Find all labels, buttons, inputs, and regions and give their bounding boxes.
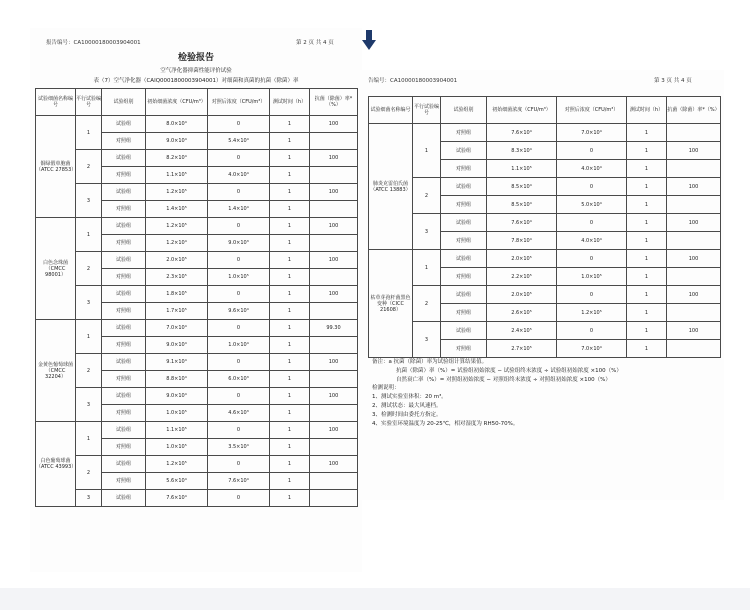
test-time-cell: 1	[270, 473, 310, 490]
after-concentration-cell: 0	[208, 456, 270, 473]
rate-cell	[310, 133, 358, 150]
rate-cell	[667, 196, 721, 214]
trial-cell: 2	[76, 354, 102, 388]
trial-cell: 3	[413, 322, 441, 358]
table-row	[36, 116, 358, 133]
test-time-cell: 1	[627, 160, 667, 178]
test-time-cell: 1	[270, 320, 310, 337]
rate-cell	[310, 490, 358, 507]
after-concentration-cell: 9.6×10⁴	[208, 303, 270, 320]
group-cell: 对照组	[102, 133, 146, 150]
group-cell: 对照组	[441, 268, 487, 286]
organism-cell: 肺炎克雷伯氏菌（ATCC 13883）	[369, 124, 413, 250]
table-header-row	[36, 89, 358, 116]
table-caption: 表（7）空气净化器（CAIQ0001800003904001）对细菌和真菌的抗菌（除菌）率	[93, 78, 299, 84]
test-time-cell: 1	[270, 167, 310, 184]
rate-cell: 100	[310, 388, 358, 405]
after-concentration-cell: 7.0×10⁴	[557, 340, 627, 358]
group-cell: 试验组	[102, 184, 146, 201]
test-time-cell: 1	[627, 232, 667, 250]
column-header: 测试时间（h）	[270, 89, 310, 116]
organism-cell: 枯草芽孢杆菌黑色变种（CICC 21608）	[369, 250, 413, 358]
organism-cell: 金黄色葡萄球菌（CMCC 32204）	[36, 320, 76, 422]
rate-cell: 100	[310, 286, 358, 303]
column-header: 试验组别	[102, 89, 146, 116]
test-time-cell: 1	[627, 196, 667, 214]
after-concentration-cell: 9.0×10³	[208, 235, 270, 252]
trial-cell: 2	[76, 456, 102, 490]
initial-concentration-cell: 1.1×10⁵	[146, 167, 208, 184]
test-time-cell: 1	[270, 286, 310, 303]
initial-concentration-cell: 5.6×10⁴	[146, 473, 208, 490]
initial-concentration-cell: 1.8×10⁵	[146, 286, 208, 303]
column-header: 测试时间（h）	[627, 97, 667, 124]
group-cell: 试验组	[102, 354, 146, 371]
page-number: 第 3 页 共 4 页	[654, 78, 692, 84]
table-row	[36, 490, 358, 507]
trial-cell: 1	[413, 124, 441, 178]
initial-concentration-cell: 1.7×10⁵	[146, 303, 208, 320]
table-row	[369, 322, 721, 340]
test-time-cell: 1	[270, 439, 310, 456]
group-cell: 试验组	[102, 218, 146, 235]
group-cell: 试验组	[102, 490, 146, 507]
trial-cell: 3	[76, 490, 102, 507]
test-time-cell: 1	[627, 214, 667, 232]
test-time-cell: 1	[270, 269, 310, 286]
column-header: 初始细菌浓度（CFU/m³）	[146, 89, 208, 116]
group-cell: 试验组	[102, 456, 146, 473]
table-row	[369, 178, 721, 196]
initial-concentration-cell: 7.8×10⁴	[487, 232, 557, 250]
initial-concentration-cell: 9.0×10⁴	[146, 133, 208, 150]
after-concentration-cell: 3.5×10⁴	[208, 439, 270, 456]
after-concentration-cell: 1.0×10⁵	[208, 269, 270, 286]
test-time-cell: 1	[270, 184, 310, 201]
after-concentration-cell: 0	[208, 116, 270, 133]
rate-cell: 100	[310, 422, 358, 439]
initial-concentration-cell: 2.0×10⁵	[487, 286, 557, 304]
test-time-cell: 1	[270, 303, 310, 320]
table-row	[36, 184, 358, 201]
results-table	[368, 96, 721, 358]
trial-cell: 2	[413, 286, 441, 322]
after-concentration-cell: 0	[208, 218, 270, 235]
note-line: 自然衰亡率（%）= 对照组初始浓度 − 对照组终末浓度 ÷ 对照组初始浓度 ×100（%）	[396, 376, 611, 383]
after-concentration-cell: 0	[208, 320, 270, 337]
after-concentration-cell: 4.0×10⁴	[557, 160, 627, 178]
group-cell: 对照组	[102, 337, 146, 354]
initial-concentration-cell: 8.2×10⁴	[146, 150, 208, 167]
initial-concentration-cell: 1.2×10⁴	[146, 235, 208, 252]
rate-cell: 100	[667, 322, 721, 340]
test-time-cell: 1	[270, 116, 310, 133]
test-time-cell: 1	[627, 142, 667, 160]
trial-cell: 1	[76, 116, 102, 150]
after-concentration-cell: 0	[557, 214, 627, 232]
after-concentration-cell: 5.0×10⁴	[557, 196, 627, 214]
initial-concentration-cell: 1.2×10⁵	[146, 456, 208, 473]
group-cell: 对照组	[102, 439, 146, 456]
note-line: 2、测试状态：最大风速档。	[372, 402, 442, 409]
after-concentration-cell: 0	[557, 250, 627, 268]
test-time-cell: 1	[270, 490, 310, 507]
column-header: 抗菌（除菌）率*（%）	[310, 89, 358, 116]
trial-cell: 3	[76, 286, 102, 320]
trial-cell: 2	[76, 150, 102, 184]
initial-concentration-cell: 8.5×10⁴	[487, 196, 557, 214]
after-concentration-cell: 1.0×10⁴	[208, 337, 270, 354]
trial-cell: 3	[76, 388, 102, 422]
rate-cell	[667, 124, 721, 142]
rate-cell	[667, 232, 721, 250]
rate-cell: 99.30	[310, 320, 358, 337]
test-time-cell: 1	[627, 286, 667, 304]
initial-concentration-cell: 8.0×10⁴	[146, 116, 208, 133]
initial-concentration-cell: 7.6×10⁴	[487, 214, 557, 232]
rate-cell: 100	[667, 214, 721, 232]
column-header: 抗菌（除菌）率*（%）	[667, 97, 721, 124]
after-concentration-cell: 0	[208, 286, 270, 303]
initial-concentration-cell: 1.1×10⁵	[487, 160, 557, 178]
table-header-row	[369, 97, 721, 124]
after-concentration-cell: 4.0×10⁴	[208, 167, 270, 184]
group-cell: 试验组	[102, 150, 146, 167]
test-time-cell: 1	[270, 456, 310, 473]
initial-concentration-cell: 9.0×10⁴	[146, 337, 208, 354]
group-cell: 对照组	[102, 473, 146, 490]
initial-concentration-cell: 1.0×10⁵	[146, 405, 208, 422]
test-time-cell: 1	[270, 252, 310, 269]
initial-concentration-cell: 1.2×10⁵	[146, 218, 208, 235]
initial-concentration-cell: 8.3×10⁴	[487, 142, 557, 160]
after-concentration-cell: 4.0×10⁴	[557, 232, 627, 250]
trial-cell: 1	[76, 218, 102, 252]
column-header: 平行试验编号	[413, 97, 441, 124]
group-cell: 对照组	[441, 160, 487, 178]
rate-cell: 100	[667, 250, 721, 268]
table-row	[369, 214, 721, 232]
group-cell: 试验组	[441, 214, 487, 232]
trial-cell: 1	[413, 250, 441, 286]
group-cell: 试验组	[441, 142, 487, 160]
table-row	[369, 250, 721, 268]
initial-concentration-cell: 2.6×10⁵	[487, 304, 557, 322]
initial-concentration-cell: 9.0×10⁴	[146, 388, 208, 405]
rate-cell	[310, 201, 358, 218]
test-time-cell: 1	[270, 405, 310, 422]
left-report-page	[30, 28, 362, 572]
after-concentration-cell: 0	[208, 252, 270, 269]
column-header: 试验组别	[441, 97, 487, 124]
after-concentration-cell: 0	[208, 184, 270, 201]
group-cell: 对照组	[102, 235, 146, 252]
table-row	[36, 456, 358, 473]
table-row	[36, 422, 358, 439]
table-row	[369, 124, 721, 142]
rate-cell: 100	[310, 184, 358, 201]
note-line: 检测说明：	[372, 385, 400, 392]
note-line: 备注：a 抗菌（除菌）率为试验组计算结果值。	[372, 359, 488, 365]
rate-cell	[310, 167, 358, 184]
rate-cell: 100	[310, 218, 358, 235]
test-time-cell: 1	[270, 133, 310, 150]
results-table	[35, 88, 358, 507]
group-cell: 试验组	[102, 320, 146, 337]
rate-cell	[667, 268, 721, 286]
after-concentration-cell: 0	[208, 422, 270, 439]
group-cell: 对照组	[102, 269, 146, 286]
note-line: 1、测试实验室体积：20 m³。	[372, 394, 447, 401]
initial-concentration-cell: 1.1×10⁵	[146, 422, 208, 439]
report-number: 告编号：CA10000180003904001	[368, 78, 458, 84]
table-row	[36, 150, 358, 167]
after-concentration-cell: 1.0×10⁵	[557, 268, 627, 286]
test-time-cell: 1	[627, 268, 667, 286]
test-time-cell: 1	[270, 218, 310, 235]
group-cell: 对照组	[102, 303, 146, 320]
test-time-cell: 1	[627, 250, 667, 268]
initial-concentration-cell: 7.0×10⁴	[146, 320, 208, 337]
rate-cell	[310, 473, 358, 490]
initial-concentration-cell: 2.3×10⁵	[146, 269, 208, 286]
after-concentration-cell: 0	[557, 178, 627, 196]
group-cell: 试验组	[102, 388, 146, 405]
note-line: 4、实验室环境温度为 20-25℃，相对湿度为 RH50-70%。	[372, 420, 519, 427]
after-concentration-cell: 0	[557, 322, 627, 340]
rate-cell	[310, 303, 358, 320]
test-time-cell: 1	[627, 322, 667, 340]
group-cell: 对照组	[441, 304, 487, 322]
test-time-cell: 1	[270, 354, 310, 371]
trial-cell: 3	[76, 184, 102, 218]
rate-cell: 100	[310, 116, 358, 133]
initial-concentration-cell: 1.2×10⁵	[146, 184, 208, 201]
group-cell: 试验组	[102, 116, 146, 133]
after-concentration-cell: 0	[557, 142, 627, 160]
test-time-cell: 1	[270, 422, 310, 439]
test-time-cell: 1	[627, 178, 667, 196]
column-header: 平行试验编号	[76, 89, 102, 116]
initial-concentration-cell: 7.6×10⁴	[487, 124, 557, 142]
test-time-cell: 1	[270, 235, 310, 252]
column-header: 对照后浓度（CFU/m³）	[208, 89, 270, 116]
group-cell: 对照组	[441, 232, 487, 250]
table-row	[36, 388, 358, 405]
initial-concentration-cell: 9.1×10⁴	[146, 354, 208, 371]
report-title: 检验报告	[177, 53, 214, 63]
note-line: 3、检测时间由委托方指定。	[372, 411, 442, 418]
rate-cell	[667, 160, 721, 178]
organism-cell: 白色葡萄球菌（ATCC 43993）	[36, 422, 76, 507]
after-concentration-cell: 0	[208, 150, 270, 167]
initial-concentration-cell: 1.0×10⁵	[146, 439, 208, 456]
rate-cell: 100	[667, 286, 721, 304]
group-cell: 试验组	[102, 252, 146, 269]
after-concentration-cell: 5.4×10⁴	[208, 133, 270, 150]
trial-cell: 3	[413, 214, 441, 250]
rate-cell	[310, 371, 358, 388]
initial-concentration-cell: 8.8×10⁴	[146, 371, 208, 388]
group-cell: 对照组	[441, 124, 487, 142]
trial-cell: 2	[413, 178, 441, 214]
arrow-down-icon	[362, 30, 376, 50]
after-concentration-cell: 0	[208, 388, 270, 405]
table-row	[36, 286, 358, 303]
rate-cell: 100	[667, 142, 721, 160]
organism-cell: 白色念珠菌（CMCC 98001）	[36, 218, 76, 320]
group-cell: 试验组	[441, 178, 487, 196]
rate-cell	[310, 235, 358, 252]
group-cell: 试验组	[441, 286, 487, 304]
initial-concentration-cell: 2.4×10⁵	[487, 322, 557, 340]
table-row	[36, 320, 358, 337]
report-subtitle: 空气净化器抑菌性能评价试验	[160, 68, 232, 74]
note-line: 抗菌（除菌）率（%）= 试验组初始浓度 − 试验组终末浓度 ÷ 试验组初始浓度 ×100（%）	[396, 367, 622, 374]
test-time-cell: 1	[270, 201, 310, 218]
rate-cell	[310, 439, 358, 456]
after-concentration-cell: 7.0×10⁴	[557, 124, 627, 142]
rate-cell: 100	[310, 150, 358, 167]
after-concentration-cell: 0	[208, 490, 270, 507]
table-row	[36, 252, 358, 269]
test-time-cell: 1	[627, 304, 667, 322]
initial-concentration-cell: 8.5×10⁴	[487, 178, 557, 196]
rate-cell	[667, 340, 721, 358]
group-cell: 对照组	[102, 167, 146, 184]
after-concentration-cell: 0	[208, 354, 270, 371]
organism-cell: 铜绿假单胞菌（ATCC 27853）	[36, 116, 76, 218]
group-cell: 试验组	[102, 422, 146, 439]
rate-cell: 100	[310, 252, 358, 269]
group-cell: 对照组	[441, 340, 487, 358]
column-header: 试验细菌名称编号	[36, 89, 76, 116]
test-time-cell: 1	[627, 340, 667, 358]
initial-concentration-cell: 2.0×10⁵	[487, 250, 557, 268]
table-row	[369, 286, 721, 304]
group-cell: 试验组	[441, 322, 487, 340]
initial-concentration-cell: 1.4×10⁵	[146, 201, 208, 218]
initial-concentration-cell: 7.6×10⁴	[146, 490, 208, 507]
column-header: 初始细菌浓度（CFU/m³）	[487, 97, 557, 124]
after-concentration-cell: 6.0×10³	[208, 371, 270, 388]
column-header: 试验细菌名称编号	[369, 97, 413, 124]
test-time-cell: 1	[270, 150, 310, 167]
rate-cell	[310, 269, 358, 286]
page-number: 第 2 页 共 4 页	[296, 40, 334, 46]
after-concentration-cell: 0	[557, 286, 627, 304]
group-cell: 对照组	[441, 196, 487, 214]
test-time-cell: 1	[270, 337, 310, 354]
initial-concentration-cell: 2.0×10⁵	[146, 252, 208, 269]
rate-cell	[667, 304, 721, 322]
right-report-page	[362, 70, 724, 500]
initial-concentration-cell: 2.2×10⁵	[487, 268, 557, 286]
trial-cell: 1	[76, 422, 102, 456]
after-concentration-cell: 1.2×10⁵	[557, 304, 627, 322]
test-time-cell: 1	[627, 124, 667, 142]
column-header: 对照后浓度（CFU/m³）	[557, 97, 627, 124]
rate-cell: 100	[667, 178, 721, 196]
report-number: 报告编号：CA10000180003904001	[46, 40, 141, 46]
initial-concentration-cell: 2.7×10⁵	[487, 340, 557, 358]
group-cell: 试验组	[441, 250, 487, 268]
after-concentration-cell: 1.4×10⁴	[208, 201, 270, 218]
rate-cell	[310, 337, 358, 354]
report-notes	[372, 358, 622, 428]
after-concentration-cell: 4.6×10³	[208, 405, 270, 422]
table-row	[36, 354, 358, 371]
trial-cell: 1	[76, 320, 102, 354]
rate-cell: 100	[310, 354, 358, 371]
bottom-strip	[0, 588, 750, 610]
table-row	[36, 218, 358, 235]
rate-cell	[310, 405, 358, 422]
test-time-cell: 1	[270, 388, 310, 405]
group-cell: 对照组	[102, 371, 146, 388]
rate-cell: 100	[310, 456, 358, 473]
group-cell: 对照组	[102, 201, 146, 218]
group-cell: 对照组	[102, 405, 146, 422]
after-concentration-cell: 7.6×10⁴	[208, 473, 270, 490]
test-time-cell: 1	[270, 371, 310, 388]
group-cell: 试验组	[102, 286, 146, 303]
trial-cell: 2	[76, 252, 102, 286]
